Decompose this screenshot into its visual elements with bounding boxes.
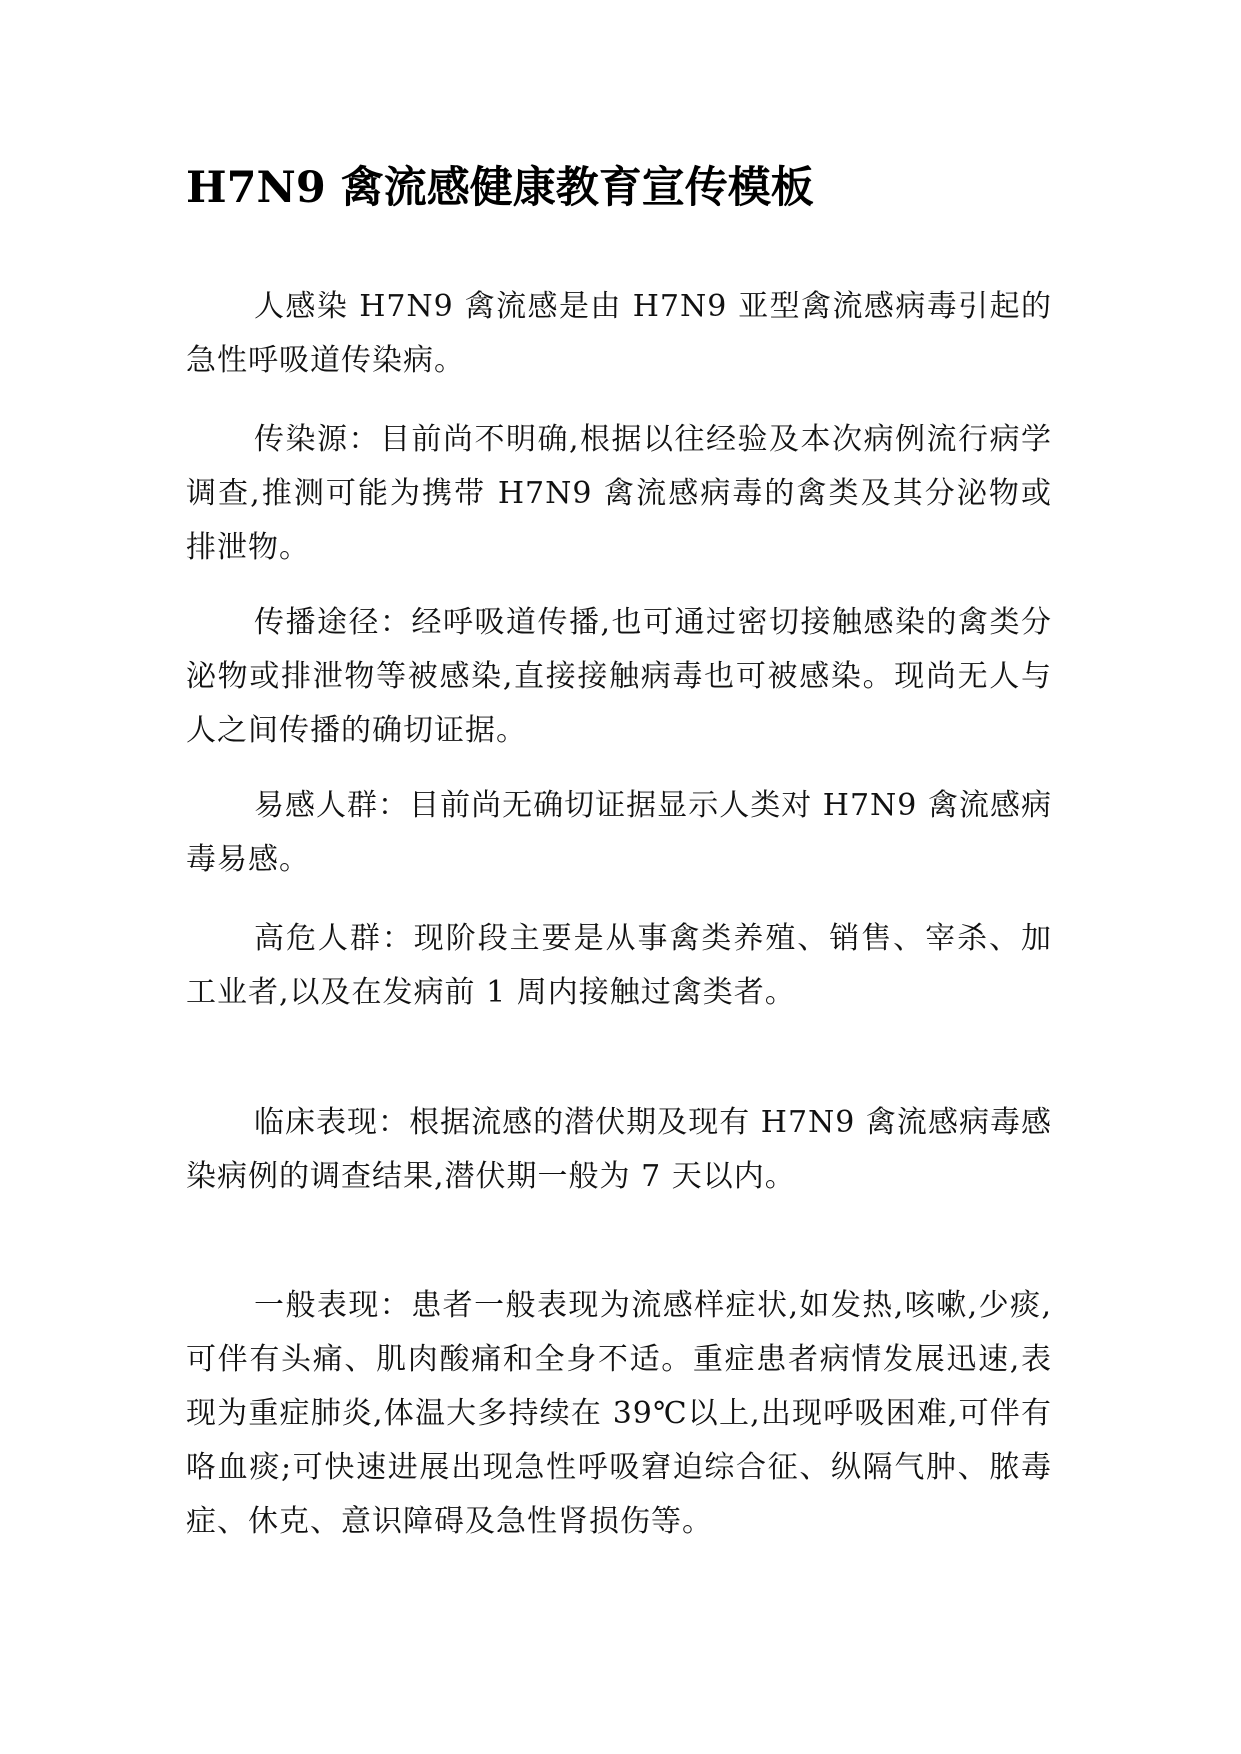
- paragraph-high-risk-population: 高危人群：现阶段主要是从事禽类养殖、销售、宰杀、加工业者,以及在发病前 1 周内接触过禽类者。: [186, 921, 1052, 1010]
- paragraph-susceptible-population: 易感人群：目前尚无确切证据显示人类对 H7N9 禽流感病毒易感。: [186, 788, 1052, 877]
- paragraph-transmission-route: 传播途径：经呼吸道传播,也可通过密切接触感染的禽类分泌物或排泄物等被感染,直接接触病毒也可被感染。现尚无人与人之间传播的确切证据。: [186, 605, 1052, 748]
- document-title: H7N9 禽流感健康教育宣传模板: [186, 163, 814, 213]
- paragraph-clinical-manifestation: 临床表现：根据流感的潜伏期及现有 H7N9 禽流感病毒感染病例的调查结果,潜伏期一般为 7 天以内。: [186, 1105, 1052, 1194]
- paragraph-intro: 人感染 H7N9 禽流感是由 H7N9 亚型禽流感病毒引起的急性呼吸道传染病。: [186, 289, 1052, 378]
- paragraph-infection-source: 传染源：目前尚不明确,根据以往经验及本次病例流行病学调查,推测可能为携带 H7N9 禽流感病毒的禽类及其分泌物或排泄物。: [186, 422, 1052, 565]
- paragraph-general-symptoms: 一般表现：患者一般表现为流感样症状,如发热,咳嗽,少痰,可伴有头痛、肌肉酸痛和全身不适。重症患者病情发展迅速,表现为重症肺炎,体温大多持续在 39℃以上,出现呼吸困难,可伴有咯血痰;可快速进展出现急性呼吸窘迫综合征、纵隔气肿、脓毒症、休克、意识障碍及急性肾损伤等。: [186, 1288, 1052, 1539]
